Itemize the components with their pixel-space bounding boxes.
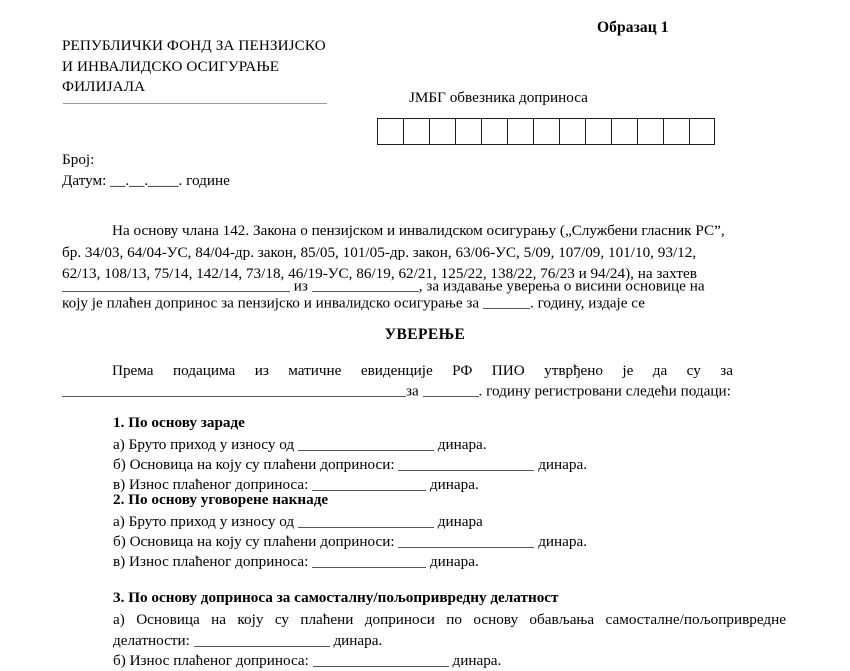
section-earnings (113, 413, 587, 495)
intro-word: матичне (288, 362, 342, 379)
jmbg-cell[interactable] (507, 118, 533, 145)
amount-blank[interactable] (298, 436, 434, 451)
item-text-before: Износ плаћеног доприноса: (129, 652, 309, 669)
item-text-after: динара. (429, 553, 479, 570)
item-label: а) (113, 611, 125, 628)
amount-blank[interactable] (298, 513, 434, 528)
intro-word: да (652, 362, 668, 379)
legal-line-1: На основу члана 142. Закона о пензијском и инвалидском осигурању („Службени гласник РС”, (112, 222, 725, 239)
branch-fill-line (63, 103, 327, 104)
amount-blank[interactable] (398, 533, 534, 548)
section-heading: 1. По основу зараде (113, 414, 245, 431)
jmbg-label: ЈМБГ обвезника доприноса (409, 89, 588, 106)
item-label: б) (113, 652, 126, 669)
jmbg-cell[interactable] (403, 118, 429, 145)
organization-header (62, 36, 326, 98)
intro-word: за (720, 362, 733, 379)
intro-line-2-mid: за (406, 382, 419, 400)
number-label: Број: (62, 151, 95, 168)
item-text-after: динара (437, 513, 483, 530)
intro-word: утврђено (544, 362, 603, 379)
section-item (113, 532, 587, 552)
amount-blank[interactable] (313, 652, 449, 667)
certificate-title: УВЕРЕЊЕ (384, 326, 466, 343)
jmbg-cell[interactable] (689, 118, 715, 145)
form-code-label: Образац 1 (597, 19, 669, 36)
certificate-intro-line-2 (62, 382, 731, 400)
jmbg-input-grid[interactable] (377, 118, 715, 145)
certificate-intro-line-1 (112, 362, 733, 380)
date-value[interactable]: __.__.____. (110, 172, 183, 189)
item-label: а) (113, 436, 125, 453)
item-text-before: Бруто приход у износу од (128, 513, 295, 530)
item-text-after: динара. (538, 456, 588, 473)
intro-line-2-tail: . годину регистровани следећи подаци: (478, 382, 731, 400)
section-item (113, 512, 587, 532)
section-self-employment (113, 588, 788, 671)
applicant-name-blank[interactable] (62, 277, 290, 292)
item-label: б) (113, 533, 126, 550)
item-label: в) (113, 476, 126, 493)
amount-blank[interactable] (194, 631, 330, 646)
jmbg-cell[interactable] (559, 118, 585, 145)
contribution-year-blank[interactable] (483, 294, 530, 309)
jmbg-cell[interactable] (637, 118, 663, 145)
document-meta (62, 149, 230, 191)
date-row (62, 170, 230, 191)
legal-line-5-head: коју је плаћен допринос за пензијско и инвалидско осигурање за (62, 294, 480, 312)
jmbg-cell[interactable] (455, 118, 481, 145)
amount-blank[interactable] (398, 456, 534, 471)
item-text-before: Основица на коју су плаћени доприноси: (129, 456, 395, 473)
item-text-after: динара. (333, 631, 383, 649)
organization-line-3: ФИЛИЈАЛА (62, 78, 146, 95)
insured-person-blank[interactable] (62, 382, 406, 397)
organization-line-1: РЕПУБЛИЧКИ ФОНД ЗА ПЕНЗИЈСКО (62, 37, 326, 54)
legal-basis-paragraph (62, 220, 733, 285)
date-label: Датум: (62, 172, 107, 189)
intro-word: подацима (173, 362, 236, 379)
amount-blank[interactable] (312, 476, 426, 491)
section-heading: 3. По основу доприноса за самосталну/пољопривредну делатност (113, 589, 559, 606)
item-text-before: Износ плаћеног доприноса: (129, 553, 309, 570)
intro-word: ПИО (491, 362, 525, 379)
item-text-before: Износ плаћеног доприноса: (129, 476, 309, 493)
intro-word: евиденције (360, 362, 433, 379)
legal-line-2: бр. 34/03, 64/04-УС, 84/04-др. закон, 85/05, 101/05-др. закон, 63/06-УС, 5/09, 107/09, 101/10, 93/12, (62, 243, 697, 261)
jmbg-cell[interactable] (533, 118, 559, 145)
number-row (62, 149, 230, 170)
legal-line-4 (62, 277, 705, 295)
legal-line-3: 62/13, 108/13, 75/14, 142/14, 73/18, 46/19-УС, 86/19, 62/21, 125/22, 138/22, 76/23 и 94/24), на захтев (62, 265, 697, 282)
item-label: в) (113, 553, 126, 570)
jmbg-cell[interactable] (481, 118, 507, 145)
item-text-before: Бруто приход у износу од (128, 436, 295, 453)
jmbg-cell[interactable] (585, 118, 611, 145)
section-item (113, 610, 786, 651)
legal-line-4-tail: , за издавање уверења о висини основице на (418, 277, 705, 295)
section-contracted-fee (113, 490, 587, 572)
section-item (113, 552, 587, 572)
item-text-before: Основица на коју су плаћени доприноси по основу обављања самосталне/пољопривредне делатности: (113, 611, 787, 649)
section-item (113, 435, 587, 455)
item-label: а) (113, 513, 125, 530)
section-item (113, 455, 587, 475)
legal-line-5 (62, 294, 645, 312)
date-suffix: године (186, 172, 230, 189)
amount-blank[interactable] (312, 553, 426, 568)
jmbg-cell[interactable] (429, 118, 455, 145)
section-heading: 2. По основу уговорене накнаде (113, 491, 329, 508)
item-text-after: динара. (452, 652, 502, 669)
item-text-after: динара. (437, 436, 487, 453)
section-item (113, 651, 788, 671)
jmbg-cell[interactable] (611, 118, 637, 145)
applicant-place-blank[interactable] (312, 277, 419, 292)
organization-line-2: И ИНВАЛИДСКО ОСИГУРАЊЕ (62, 57, 280, 75)
intro-word: је (622, 362, 634, 379)
item-text-before: Основица на коју су плаћени доприноси: (129, 533, 395, 550)
legal-line-5-tail: . годину, издаје се (529, 294, 645, 312)
record-year-blank[interactable] (423, 382, 479, 397)
jmbg-cell[interactable] (663, 118, 689, 145)
intro-word: РФ (452, 362, 473, 379)
item-text-after: динара. (538, 533, 588, 550)
intro-word: су (686, 362, 701, 379)
item-label: б) (113, 456, 126, 473)
intro-word: Према (112, 362, 154, 379)
item-text-after: динара. (429, 476, 479, 493)
jmbg-cell[interactable] (377, 118, 403, 145)
intro-word: из (254, 362, 269, 379)
legal-line-4-mid: из (293, 277, 308, 295)
